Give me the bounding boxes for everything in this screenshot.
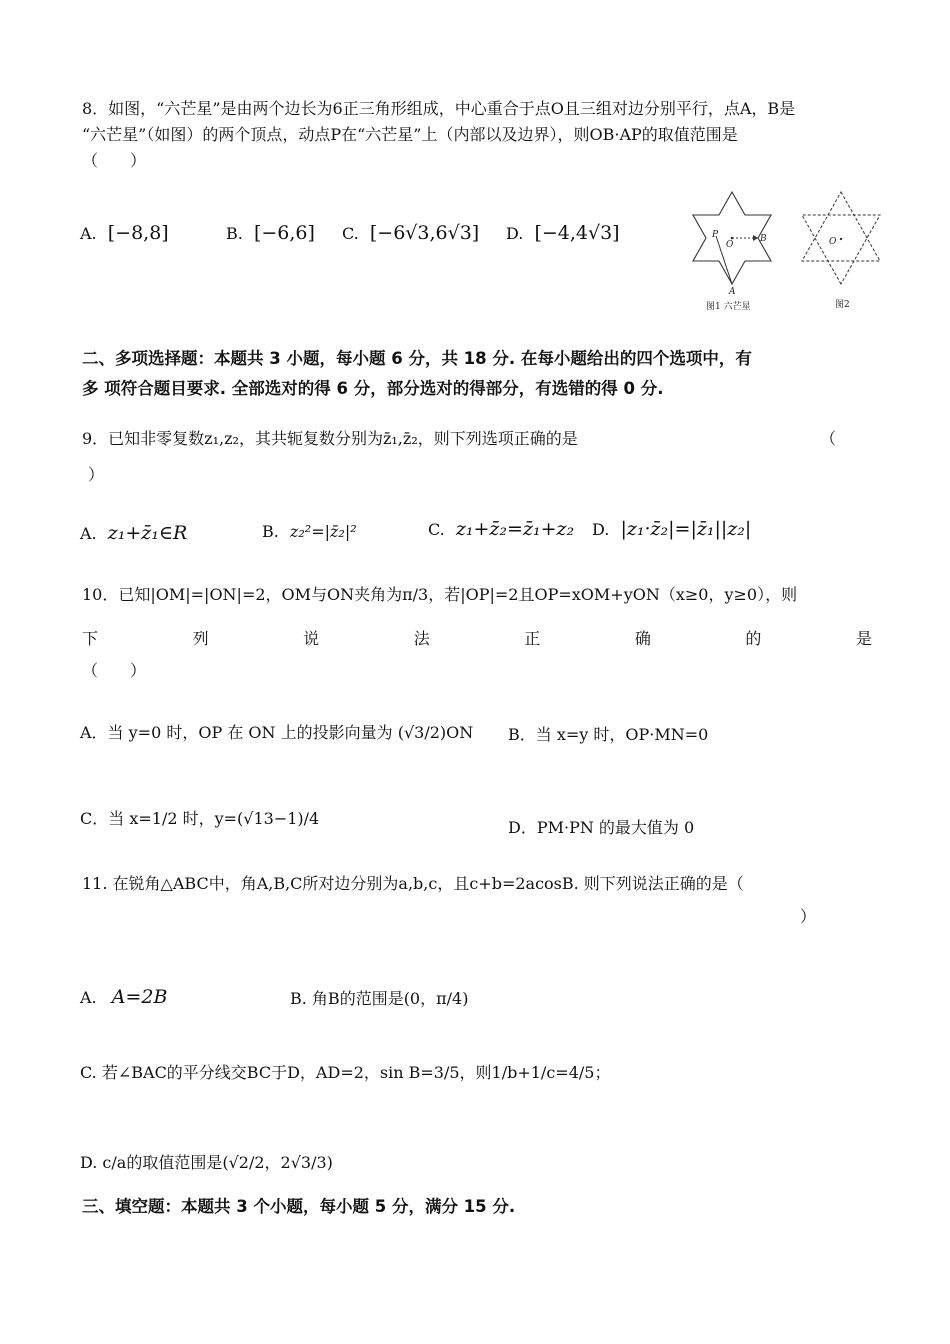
q11-option-d: D. c/a的取值范围是(√2/2，2√3/3) <box>80 1153 333 1172</box>
q9-option-a-value: z₁+z̄₁∈R <box>107 522 188 544</box>
q9-paren-open: （ <box>820 429 837 448</box>
q11-option-a-value: A=2B <box>111 986 168 1008</box>
q11-option-b: B. 角B的范围是(0，π/4) <box>290 989 469 1008</box>
section-2-heading-line2: 多 项符合题目要求. 全部选对的得 6 分，部分选对的得部分，有选错的得 0 分. <box>82 379 664 398</box>
q10-word: 列 <box>192 629 209 648</box>
section-3-heading: 三、填空题：本题共 3 个小题，每小题 5 分，满分 15 分. <box>82 1197 516 1216</box>
q8-fig1-label-p: P <box>712 230 719 240</box>
q8-fig2-label-o: O <box>829 237 837 247</box>
q8-option-a-label: A. <box>80 224 97 243</box>
q8-figure-2-hexagram <box>796 190 886 316</box>
q10-stem-line2 <box>82 628 872 650</box>
q8-stem-line1: 8．如图，“六芒星”是由两个边长为6正三角形组成，中心重合于点O且三组对边分别平行，点A，B是 <box>82 99 796 118</box>
q8-figure-1-hexagram <box>684 190 780 316</box>
q10-option-c: C．当 x=1/2 时，y=(√13−1)/4 <box>80 809 320 828</box>
q8-option-d-value: [−4,4√3] <box>534 222 620 244</box>
q8-fig1-label-o: O <box>726 240 734 250</box>
q8-fig1-label-b: B <box>760 234 767 244</box>
q10-word: 法 <box>413 629 430 648</box>
q9-option-a-label: A. <box>80 524 97 543</box>
q11-stem: 11. 在锐角△ABC中，角A,B,C所对边分别为a,b,c，且c+b=2acosB. 则下列说法正确的是（ <box>82 874 744 893</box>
section-2-heading-line1: 二、多项选择题：本题共 3 小题，每小题 6 分，共 18 分. 在每小题给出的四个选项中，有 <box>82 349 752 368</box>
q8-fig2-caption: 图2 <box>835 300 850 310</box>
q9-stem: 9．已知非零复数z₁,z₂，其共轭复数分别为z̄₁,z̄₂，则下列选项正确的是 <box>82 429 578 448</box>
q9-option-d-value: |z₁·z̄₂|=|z̄₁||z₂| <box>620 518 752 540</box>
q9-option-c-label: C. <box>428 520 445 539</box>
q8-option-b-label: B. <box>226 224 243 243</box>
q10-word: 确 <box>634 629 651 648</box>
q10-word: 正 <box>524 629 541 648</box>
q10-option-b: B．当 x=y 时，OP·MN=0 <box>508 725 709 744</box>
q8-option-a-value: [−8,8] <box>107 222 169 244</box>
q8-option-b <box>226 222 315 244</box>
q11-option-a-label: A. <box>80 988 97 1007</box>
q10-word: 是 <box>855 629 872 648</box>
q11-option-c: C. 若∠BAC的平分线交BC于D，AD=2，sin B=3/5，则1/b+1/c=4/5； <box>80 1063 611 1082</box>
q9-option-b-value: z₂²=|z̄₂|² <box>289 522 357 541</box>
q8-stem-line3: （ ） <box>82 151 147 170</box>
q8-option-c-value: [−6√3,6√3] <box>369 222 480 244</box>
q9-option-b <box>262 522 357 541</box>
q9-option-b-label: B. <box>262 522 279 541</box>
q8-option-c-label: C. <box>342 224 359 243</box>
q10-stem: 10．已知|OM|=|ON|=2，OM与ON夹角为π/3，若|OP|=2且OP=xOM+yON（x≥0，y≥0），则 <box>82 585 798 604</box>
q10-word: 的 <box>745 629 762 648</box>
q8-stem-line2: “六芒星”（如图）的两个顶点，动点P在“六芒星”上（内部以及边界），则OB·AP的取值范围是 <box>82 125 738 144</box>
q11-option-a <box>80 986 167 1008</box>
q10-option-d: D．PM·PN 的最大值为 0 <box>508 818 695 837</box>
q10-word: 说 <box>303 629 320 648</box>
q9-option-d-label: D. <box>592 520 610 539</box>
q8-option-d-label: D. <box>506 224 524 243</box>
q10-stem-line3: （ ） <box>82 661 147 680</box>
q8-fig1-caption: 图1 六芒星 <box>706 302 751 312</box>
q8-option-b-value: [−6,6] <box>253 222 315 244</box>
q8-option-a <box>80 222 169 244</box>
q9-option-c-value: z₁+z̄₂=z̄₁+z₂ <box>455 518 575 540</box>
q10-word: 下 <box>82 629 99 648</box>
q11-stem-close: ） <box>800 907 817 926</box>
q9-paren-close: ） <box>88 465 105 484</box>
q9-option-d <box>592 518 751 540</box>
q8-option-d <box>506 222 620 244</box>
q10-option-a: A．当 y=0 时，OP 在 ON 上的投影向量为 (√3/2)ON <box>80 723 474 742</box>
q8-option-c <box>342 222 479 244</box>
q9-option-c <box>428 518 574 540</box>
q9-option-a <box>80 522 187 544</box>
q8-fig1-label-a: A <box>729 287 736 297</box>
